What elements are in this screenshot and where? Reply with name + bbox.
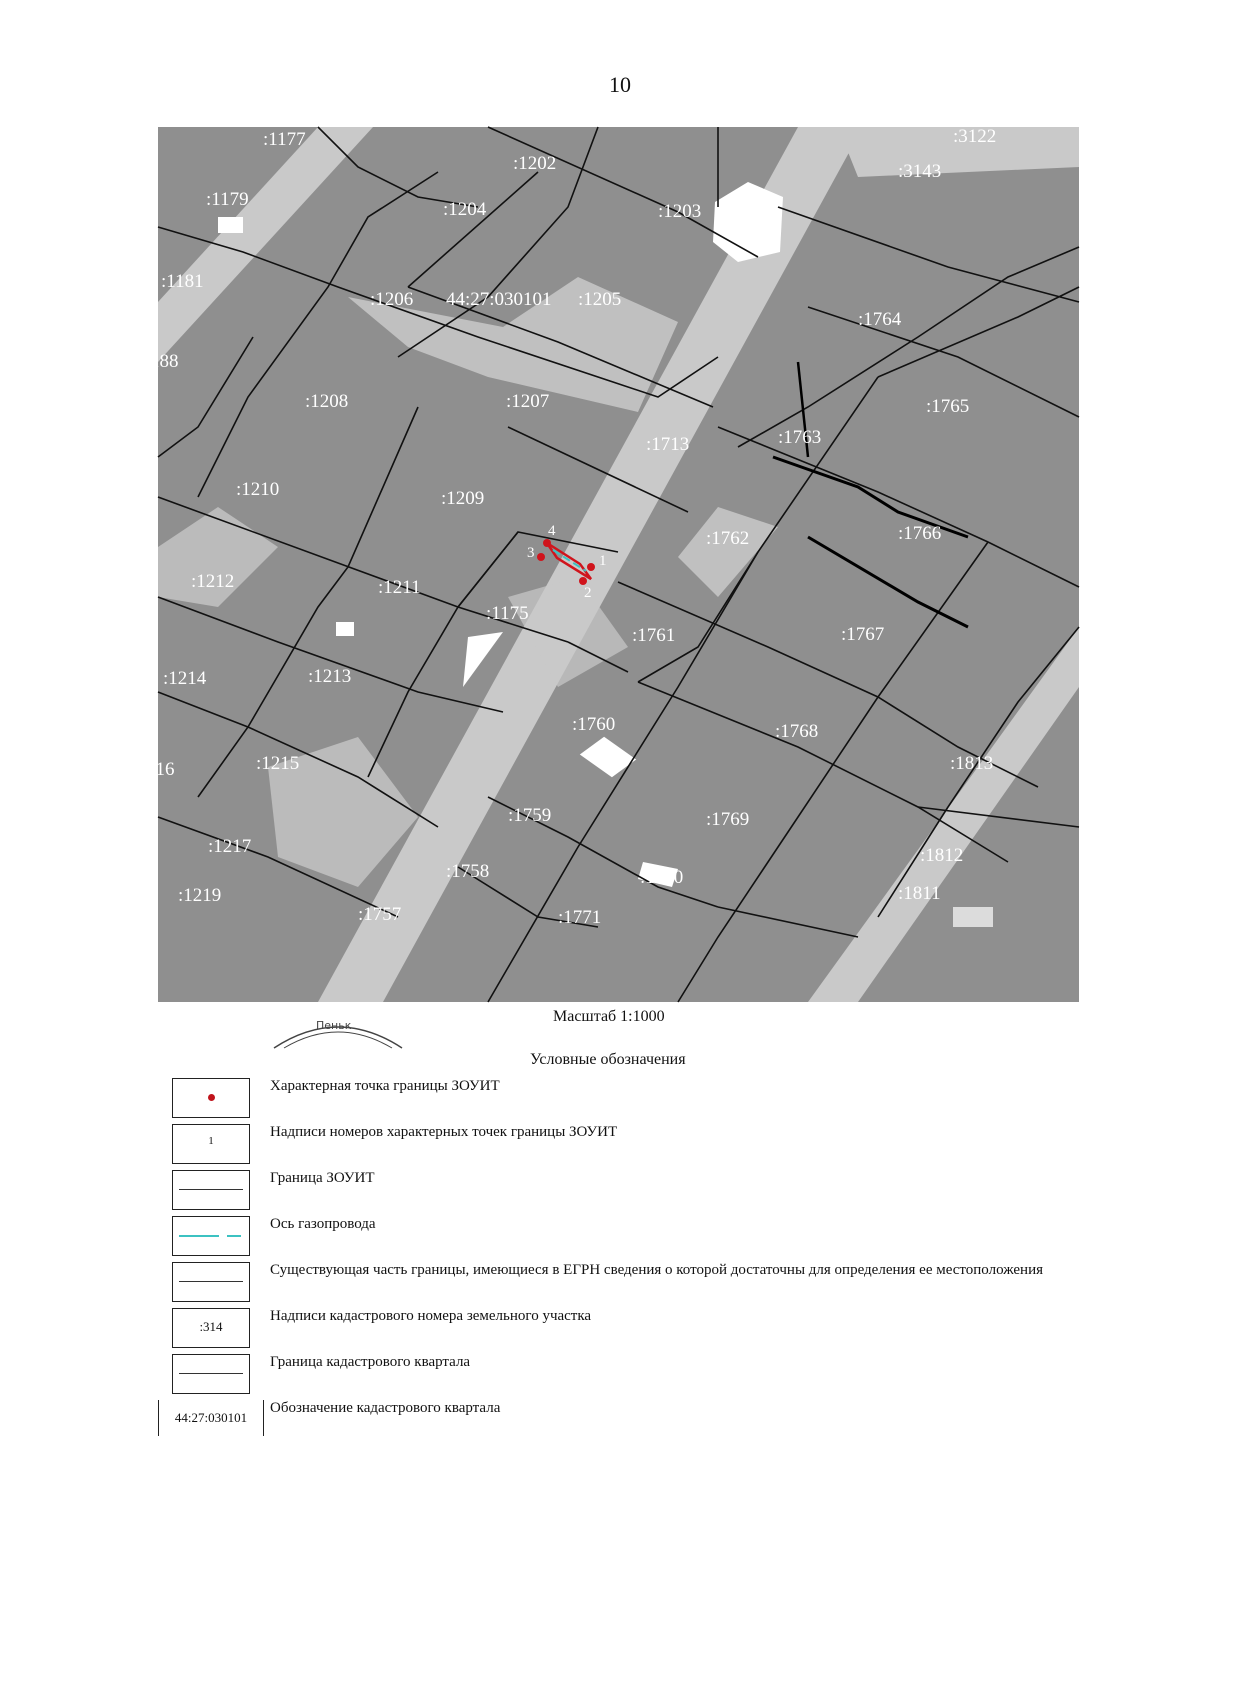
legend-sample: 1 — [208, 1135, 214, 1147]
legend-sample: 44:27:030101 — [174, 1410, 248, 1425]
legend-symbol-line — [172, 1354, 250, 1394]
cadastral-map — [146, 126, 1079, 1002]
legend-symbol-number — [172, 1124, 250, 1164]
parcel-label: :1764 — [858, 309, 902, 330]
dash-icon — [179, 1235, 219, 1237]
parcel-label: :1768 — [775, 721, 819, 742]
parcel-label: 188 — [150, 351, 179, 372]
legend-text: Граница кадастрового квартала — [270, 1354, 471, 1370]
line-icon — [179, 1281, 243, 1282]
parcel-label: :1212 — [191, 571, 235, 592]
red-dot-icon — [208, 1094, 215, 1101]
parcel-label: :1179 — [206, 189, 249, 210]
parcel-label: :1214 — [163, 668, 207, 689]
stamp-text: Пеньк — [316, 1019, 352, 1032]
parcel-label: :3143 — [898, 161, 942, 182]
parcel-label: :1202 — [513, 153, 557, 174]
parcel-label: :1813 — [950, 753, 994, 774]
legend-symbol-point — [172, 1078, 250, 1118]
parcel-label: :1210 — [236, 479, 280, 500]
legend-symbol-line — [172, 1170, 250, 1210]
building-1812 — [953, 907, 993, 927]
open-area-2 — [678, 507, 778, 597]
dash-icon — [227, 1235, 241, 1237]
parcel-label: :1208 — [305, 391, 349, 412]
parcel-label: :1213 — [308, 666, 352, 687]
point-label: 1 — [599, 553, 607, 569]
legend-text: Существующая часть границы, имеющиеся в ЕГРН сведения о которой достаточны для определения ее местоположения — [270, 1262, 1043, 1278]
legend-symbol-gas — [172, 1216, 250, 1256]
parcel-label: :1181 — [161, 271, 204, 292]
zouit-point-2 — [579, 577, 587, 585]
stamp-fragment — [272, 1010, 404, 1032]
scale-label: Масштаб 1:1000 — [553, 1008, 665, 1025]
open-area-4 — [158, 507, 278, 607]
parcel-label: 216 — [146, 759, 175, 780]
quarter-label: 44:27:030101 — [446, 289, 552, 310]
parcel-label: :1206 — [370, 289, 414, 310]
parcel-label: :1204 — [443, 199, 487, 220]
legend-text: Характерная точка границы ЗОУИТ — [270, 1078, 500, 1094]
legend-text: Надписи кадастрового номера земельного участка — [270, 1308, 592, 1324]
parcel-label: :1812 — [920, 845, 964, 866]
legend-title: Условные обозначения — [530, 1051, 686, 1068]
parcel-label: :1760 — [572, 714, 616, 735]
legend-sample: :314 — [199, 1319, 223, 1334]
parcel-label: :1763 — [778, 427, 822, 448]
legend-symbol-number — [172, 1308, 250, 1348]
legend-text: Граница ЗОУИТ — [270, 1170, 375, 1186]
parcel-label: :1219 — [178, 885, 222, 906]
legend-text: Ось газопровода — [270, 1216, 376, 1232]
parcel-label: :1209 — [441, 488, 485, 509]
legend-text: Обозначение кадастрового квартала — [270, 1400, 501, 1416]
legend-text: Надписи номеров характерных точек границы ЗОУИТ — [270, 1124, 618, 1140]
zouit-point-4 — [543, 539, 551, 547]
parcel-label: :1217 — [208, 836, 252, 857]
zouit-point-3 — [537, 553, 545, 561]
parcel-label: :1766 — [898, 523, 942, 544]
legend-symbol-quarter — [158, 1400, 264, 1436]
upper-left-road — [158, 127, 373, 362]
parcel-label: :1811 — [898, 883, 941, 904]
parcel-label: :1759 — [508, 805, 552, 826]
zouit-point-1 — [587, 563, 595, 571]
parcel-label: :1203 — [658, 201, 702, 222]
line-icon — [179, 1189, 243, 1190]
building-1203 — [713, 182, 783, 262]
building-1760 — [580, 729, 636, 785]
line-icon — [179, 1373, 243, 1374]
parcel-label: :1765 — [926, 396, 970, 417]
parcel-label: :1211 — [378, 577, 421, 598]
legend-symbol-line — [172, 1262, 250, 1302]
building-small-1 — [336, 622, 354, 636]
parcel-label: :1758 — [446, 861, 490, 882]
parcel-label: :1769 — [706, 809, 750, 830]
point-label: 2 — [584, 585, 592, 601]
point-label: 3 — [527, 545, 535, 561]
parcel-label: :1175 — [486, 603, 529, 624]
parcel-label: :3122 — [953, 126, 997, 147]
thick-boundary-2 — [808, 537, 968, 627]
parcel-label: :1767 — [841, 624, 885, 645]
parcel-label: :1771 — [558, 907, 602, 928]
parcel-label: :1770 — [640, 867, 684, 888]
parcel-label: :1177 — [263, 129, 306, 150]
parcel-label: :1215 — [256, 753, 300, 774]
parcel-label: :1757 — [358, 904, 402, 925]
parcel-label: :1762 — [706, 528, 750, 549]
parcel-label: :1713 — [646, 434, 690, 455]
map-canvas — [146, 126, 1079, 1002]
page-number: 10 — [609, 72, 631, 97]
parcel-label: :1761 — [632, 625, 676, 646]
parcel-label: :1207 — [506, 391, 550, 412]
parcel-label: :1205 — [578, 289, 622, 310]
building-small-2 — [218, 217, 243, 233]
point-label: 4 — [548, 523, 556, 539]
